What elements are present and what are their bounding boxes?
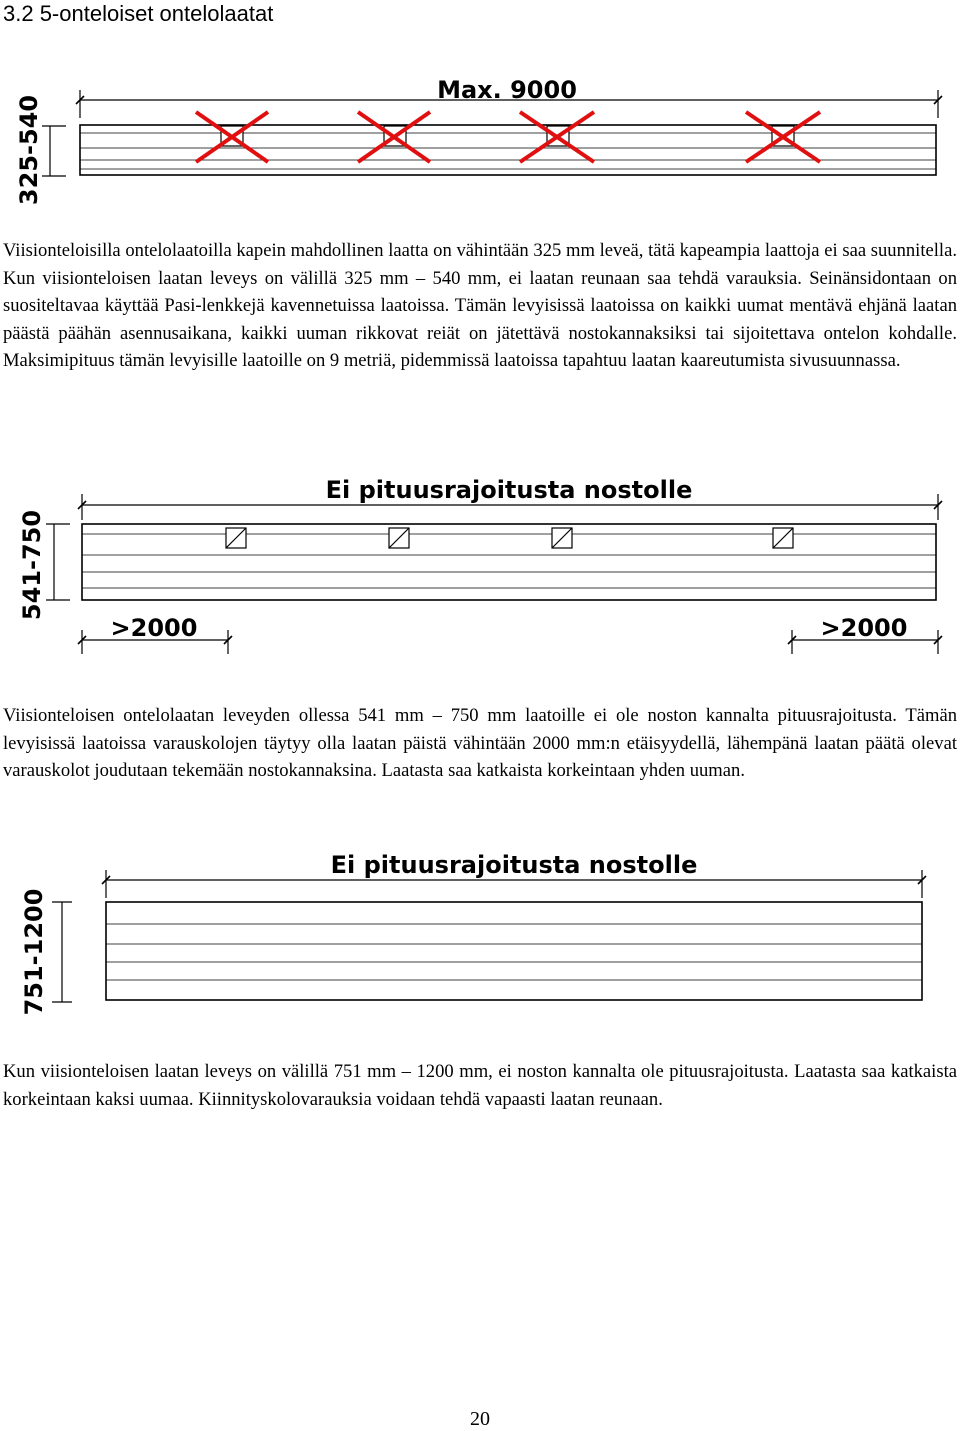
length-label: Ei pituusrajoitusta nostolle bbox=[325, 476, 693, 504]
end-right-label: >2000 bbox=[820, 614, 908, 642]
width-label: 541-750 bbox=[18, 509, 46, 621]
length-label: Ei pituusrajoitusta nostolle bbox=[330, 851, 698, 879]
width-label: 751-1200 bbox=[20, 888, 48, 1016]
slab-diagram-541-750 bbox=[0, 470, 960, 660]
slab-diagram-751-1200 bbox=[0, 845, 960, 1015]
paragraph-2: Viisionteloisen ontelolaatan leveyden ollessa 541 mm – 750 mm laatoille ei ole noston kannalta pituusrajoitusta. Tämän levyisissä laatoissa varauskolojen täytyy olla laatan päistä vähintään 2000 mm:n etäisyydellä, lähempänä laatan päätä olevat varauskolot joudutaan tekemään nostokannaksina. Laatasta saa katkaista korkeintaan yhden uuman. bbox=[3, 705, 957, 781]
paragraph-1: Viisionteloisilla ontelolaatoilla kapein mahdollinen laatta on vähintään 325 mm leveä, tätä kapeampia laattoja ei saa suunnitella. Kun viisionteloisen laatan leveys on välillä 325 mm – 540 mm, ei laatan reunaan saa tehdä varauksia. Seinänsidontaan on suositeltavaa käyttää Pasi-lenkkejä kavennetuissa laatoissa. Tämän levyisissä laatoissa on kaikki uumat mentävä ehjänä laatan päästä päähän asennusaikana, kaikki uuman rikkovat reiät on jätettävä nostokannaksiksi tai sijoitettava ontelon kohdalle. Maksimipituus tämän levyisille laatoille on 9 metriä, pidemmissä laatoissa tapahtuu laatan kaareutumista sivusuunnassa. bbox=[3, 240, 957, 371]
paragraph-3: Kun viisionteloisen laatan leveys on välillä 751 mm – 1200 mm, ei noston kannalta ole pituusrajoitusta. Laatasta saa katkaista korkeintaan kaksi uumaa. Kiinnityskolovarauksia voidaan tehdä vapaasti laatan reunaan. bbox=[3, 1061, 958, 1110]
section-heading: 3.2 5-onteloiset ontelolaatat bbox=[3, 1, 274, 26]
page-number: 20 bbox=[470, 1408, 490, 1430]
slab-diagram-325-540 bbox=[0, 70, 960, 210]
end-left-label: >2000 bbox=[110, 614, 198, 642]
length-label: Max. 9000 bbox=[437, 76, 577, 104]
width-label: 325-540 bbox=[15, 94, 43, 206]
not-allowed-cross-icon bbox=[196, 112, 820, 162]
